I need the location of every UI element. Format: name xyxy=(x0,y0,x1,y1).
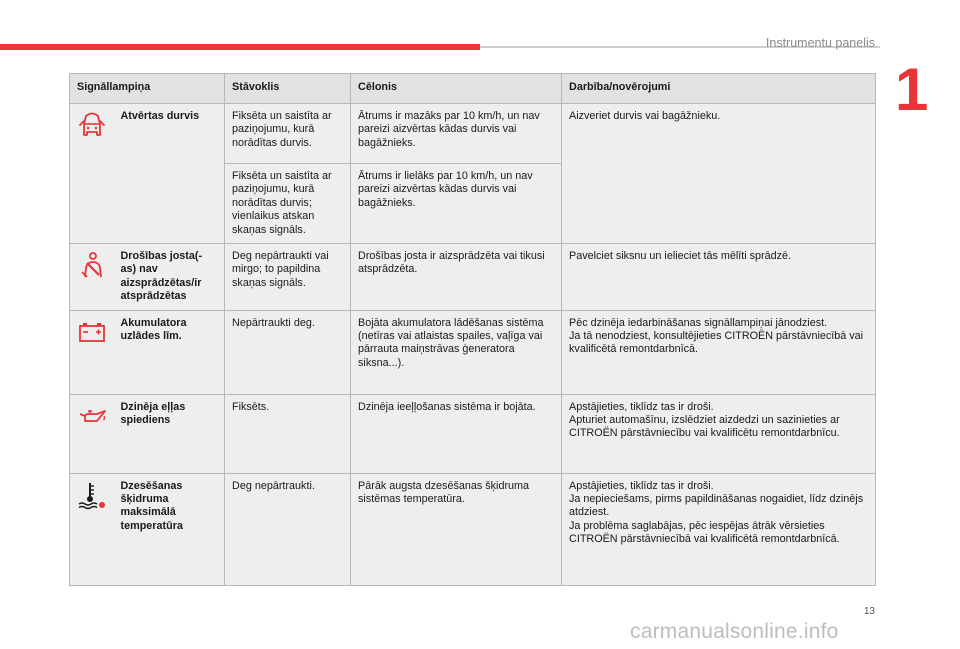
lamp-name: Atvērtas durvis xyxy=(114,104,225,244)
table-row xyxy=(70,394,876,473)
state-cell: Nepārtraukti deg. xyxy=(225,310,351,394)
action-cell: Apstājieties, tiklīdz tas ir droši. Ja nepieciešams, pirms papildināšanas nogaidiet, līdz dzinējs atdziest. Ja problēma saglabājas, pēc iespējas ātrāk vērsieties CITROËN pārstāvniecībā vai kvalificētā remontdarbnīcā. xyxy=(562,473,876,585)
action-cell: Apstājieties, tiklīdz tas ir droši. Apturiet automašīnu, izslēdziet aizdedzi un sazinieties ar CITROËN pārstāvniecību vai kvalificētu remontdarbnīcu. xyxy=(562,394,876,473)
coolant-temperature-icon xyxy=(77,480,107,510)
lamp-icon-cell xyxy=(70,244,114,311)
chapter-number: 1 xyxy=(895,56,929,123)
lamp-name: Akumulatora uzlādes līm. xyxy=(114,310,225,394)
lamp-icon-cell xyxy=(70,310,114,394)
table-row xyxy=(70,310,876,394)
battery-icon xyxy=(77,317,107,347)
action-cell: Pēc dzinēja iedarbināšanas signāllampiņai jānodziest. Ja tā nenodziest, konsultējieties CITROËN pārstāvniecībā vai kvalificētā remontdarbnīcā. xyxy=(562,310,876,394)
watermark: carmanualsonline.info xyxy=(630,620,839,643)
cause-cell: Pārāk augsta dzesēšanas šķidruma sistēmas temperatūra. xyxy=(351,473,562,585)
cause-cell: Bojāta akumulatora lādēšanas sistēma (netīras vai atlaistas spailes, vaļīga vai pārrauta maiņstrāvas ģeneratora siksna...). xyxy=(351,310,562,394)
page-number: 13 xyxy=(863,606,875,617)
col-header-state: Stāvoklis xyxy=(225,74,351,104)
lamp-name: Dzinēja eļļas spiediens xyxy=(114,394,225,473)
col-header-action: Darbība/novērojumi xyxy=(562,74,876,104)
col-header-cause: Cēlonis xyxy=(351,74,562,104)
state-cell: Deg nepārtraukti. xyxy=(225,473,351,585)
lamp-name: Drošības josta(-as) nav aizsprādzētas/ir atsprādzētas xyxy=(114,244,225,311)
header-red-bar xyxy=(0,44,480,50)
state-cell: Fiksēta un saistīta ar paziņojumu, kurā norādītas durvis; vienlaikus atskan skaņas signāls. xyxy=(225,164,351,244)
cause-cell: Ātrums ir lielāks par 10 km/h, un nav pareizi aizvērtas kādas durvis vai bagāžnieks. xyxy=(351,164,562,244)
lamp-icon-cell xyxy=(70,473,114,585)
state-cell: Deg nepārtraukti vai mirgo; to papildina skaņas signāls. xyxy=(225,244,351,311)
action-cell: Pavelciet siksnu un ielieciet tās mēlīti sprādzē. xyxy=(562,244,876,311)
lamp-name: Dzesēšanas šķidruma maksimālā temperatūra xyxy=(114,473,225,585)
table-header-row xyxy=(70,74,876,104)
section-title: Instrumentu panelis xyxy=(765,36,875,50)
cause-cell: Dzinēja ieeļļošanas sistēma ir bojāta. xyxy=(351,394,562,473)
oil-can-icon xyxy=(77,401,107,431)
table-row xyxy=(70,244,876,311)
table-row xyxy=(70,473,876,585)
table-row xyxy=(70,104,876,164)
door-open-icon xyxy=(77,110,107,140)
cause-cell: Ātrums ir mazāks par 10 km/h, un nav pareizi aizvērtas kādas durvis vai bagāžnieks. xyxy=(351,104,562,164)
action-cell: Aizveriet durvis vai bagāžnieku. xyxy=(562,104,876,244)
warning-lamps-table xyxy=(69,73,876,586)
cause-cell: Drošības josta ir aizsprādzēta vai tikusi atsprādzēta. xyxy=(351,244,562,311)
state-cell: Fiksēts. xyxy=(225,394,351,473)
col-header-lamp: Signāllampiņa xyxy=(70,74,225,104)
state-cell: Fiksēta un saistīta ar paziņojumu, kurā norādītas durvis. xyxy=(225,104,351,164)
lamp-icon-cell xyxy=(70,394,114,473)
lamp-icon-cell xyxy=(70,104,114,244)
seatbelt-icon xyxy=(77,250,107,280)
